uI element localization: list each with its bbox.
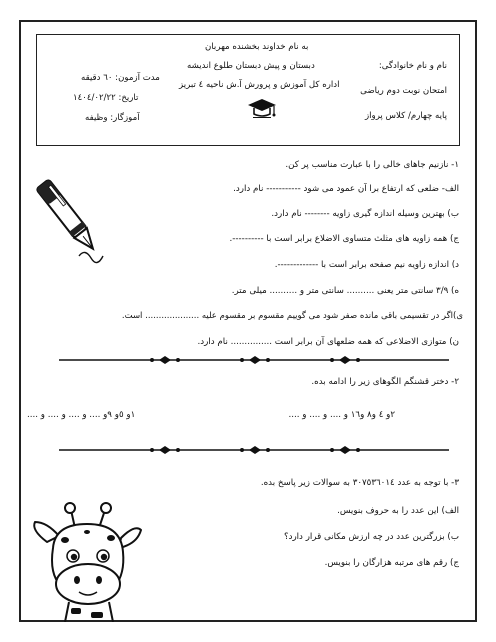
question-2-pattern-right: ٢و ٤ و٨ و١٦ و .... و .... و ....	[288, 410, 395, 420]
question-1-item-b: ب) بهترین وسیله اندازه گیری زاویه -------- نام دارد.	[271, 209, 459, 219]
pen-illustration	[31, 170, 113, 274]
student-name-label: نام و نام خانوادگی:	[378, 61, 447, 71]
question-2-title: ٢- دختر قشنگم الگوهای زیر را ادامه بده.	[311, 377, 459, 387]
teacher-name: آموزگار: وظیفه	[85, 113, 140, 123]
question-1-item-f: ی)اگر در تقسیمی باقی مانده صفر شود می گوییم مقسوم بر مقسوم علیه .................... است.	[121, 311, 463, 321]
question-1-item-e: ه) ٣/٩ سانتی متر یعنی .......... سانتی متر و .......... میلی متر.	[231, 286, 459, 296]
question-2-pattern-left: ١و ٥و ٩و .... و .... و .... و ....	[27, 410, 136, 420]
question-1-item-g: ن) متوازی الاضلاعی که همه ضلعهای آن برابر است ............... نام دارد.	[197, 337, 459, 347]
question-3-title: ٣- با توجه به عدد ٣٠٧٥٣٦٠١٤ به سوالات زیر پاسخ بده.	[260, 478, 459, 488]
question-1-item-d: د) اندازه زاویه نیم صفحه برابر است با -------------.	[274, 260, 459, 270]
exam-page	[19, 20, 477, 622]
giraffe-illustration	[25, 500, 149, 622]
exam-header	[36, 34, 460, 146]
exam-date: تاریخ: ١٤٠٤/٠٢/٢٢	[73, 93, 139, 103]
question-1-item-c: ج) همه زاویه های مثلث متساوی الاضلاع برابر است با ----------.	[229, 234, 459, 244]
question-3-item-c: ج) رقم های مرتبه هزارگان را بنویس.	[324, 558, 459, 568]
school-name: دبستان و پیش دبستان طلوع اندیشه	[187, 61, 315, 71]
bismillah: به نام خداوند بخشنده مهربان	[205, 42, 309, 52]
question-1-title: ١- نازنیم جاهای خالی را با عبارت مناسب پر کن.	[285, 160, 459, 170]
graduation-cap-icon	[247, 97, 277, 119]
ornamental-divider	[59, 355, 449, 365]
exam-title: امتحان نوبت دوم ریاضی	[360, 86, 447, 96]
education-office: اداره کل آموزش و پرورش آ.ش ناحیه ٤ تبریز	[179, 80, 340, 90]
ornamental-divider	[59, 445, 449, 455]
question-1-item-a: الف- ضلعی که ارتفاع برا آن عمود می شود ----------- نام دارد.	[233, 184, 459, 194]
question-3-item-b: ب) بزرگترین عدد در چه ارزش مکانی قرار دارد؟	[283, 532, 459, 542]
grade-class: پایه چهارم/ کلاس پرواز	[365, 111, 447, 121]
exam-duration: مدت آزمون: ٦٠ دقیقه	[81, 73, 160, 83]
question-3-item-a: الف) این عدد را به حروف بنویس.	[337, 506, 459, 516]
